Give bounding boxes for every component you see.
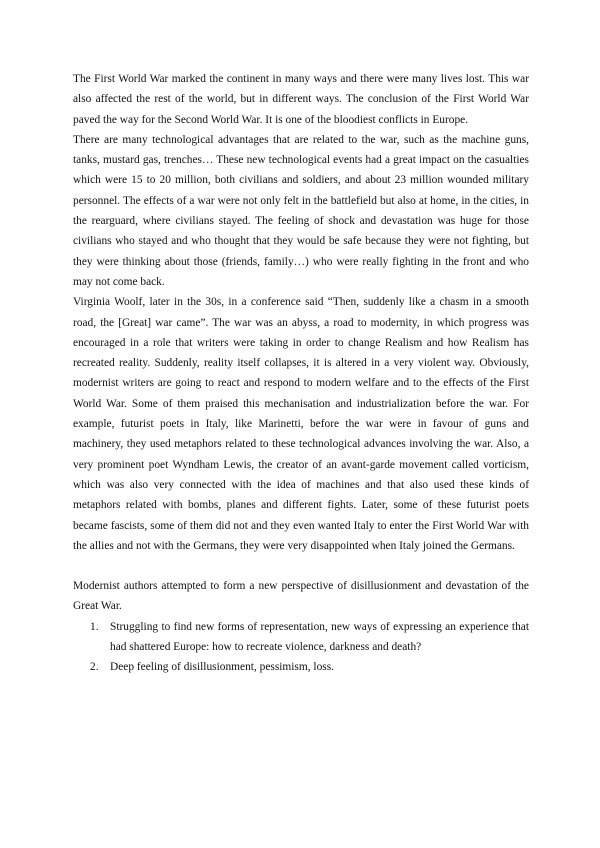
- paragraph-technology: There are many technological advantages that are related to the war, such as the machine guns, tanks, mustard gas, trenches… These new technological events had a great impact on the casualties which were 15 to 20 million, both civilians and soldiers, and about 23 million wounded military personnel. The effects of a war were not only felt in the battlefield but also at home, in the cities, in the rearguard, where civilians stayed. The feeling of shock and devastation was huge for those civilians who stayed and who thought that they would be safe because they were not fighting, but they were thinking about those (friends, family…) who were really fighting in the front and who may not come back.: [73, 133, 529, 288]
- document-page: [73, 69, 529, 678]
- paragraph-modernism: Virginia Woolf, later in the 30s, in a conference said “Then, suddenly like a chasm in a smooth road, the [Great] war came”. The war was an abyss, a road to modernity, in which progress was encouraged in a role that writers were taking in order to change Realism and how Realism has recreated reality. Suddenly, reality itself collapses, it is altered in a very violent way. Obviously, modernist writers are going to react and respond to modern welfare and to the effects of the First World War. Some of them praised this mechanisation and industrialization before the war. For example, futurist poets in Italy, like Marinetti, before the war were in favour of guns and machinery, they used metaphors related to these technological advances involving the war. Also, a very prominent poet Wyndham Lewis, the creator of an avant-garde movement called vorticism, which was also very connected with the idea of machines and that also used these kinds of metaphors related with bombs, planes and different fights. Later, some of these futurist poets became fascists, some of them did not and they even wanted Italy to enter the First World War with the allies and not with the Germans, they were very disappointed when Italy joined the Germans.: [73, 296, 529, 552]
- paragraph-gap: [73, 556, 529, 576]
- paragraph-ww1-intro: The First World War marked the continent in many ways and there were many lives lost. This war also affected the rest of the world, but in different ways. The conclusion of the First World War paved the way for the Second World War. It is one of the bloodiest conflicts in Europe.: [73, 73, 529, 126]
- list-item-number: 2.: [90, 661, 99, 674]
- list-item: [73, 617, 529, 658]
- list-item: [73, 657, 529, 677]
- numbered-list: [73, 617, 529, 678]
- list-item-number: 1.: [90, 620, 99, 633]
- list-item-text: Deep feeling of disillusionment, pessimism, loss.: [110, 661, 334, 674]
- list-item-text: Struggling to find new forms of representation, new ways of expressing an experience that had shattered Europe: how to recreate violence, darkness and death?: [110, 620, 529, 654]
- paragraph-modernist-authors: Modernist authors attempted to form a new perspective of disillusionment and devastation of the Great War.: [73, 580, 529, 613]
